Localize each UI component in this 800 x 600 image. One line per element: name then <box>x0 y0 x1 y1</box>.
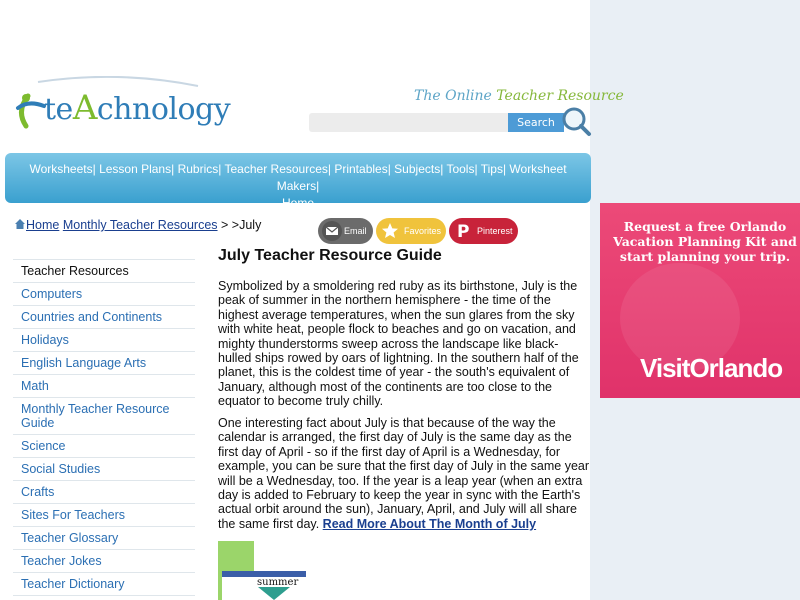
nav-lesson-plans[interactable]: Lesson Plans| <box>99 162 175 176</box>
nav-rubrics[interactable]: Rubrics| <box>177 162 222 176</box>
nav-worksheet-makers[interactable]: Worksheet Makers| <box>276 162 567 193</box>
nav-printables[interactable]: Printables| <box>334 162 391 176</box>
email-share-label: Email <box>344 226 367 236</box>
fact-paragraph <box>218 416 590 531</box>
sidebar-item-glossary[interactable]: Teacher Glossary <box>13 527 195 550</box>
pinterest-icon <box>453 221 473 241</box>
sidebar-item-english[interactable]: English Language Arts <box>13 352 195 375</box>
favorites-share-label: Favorites <box>404 226 442 236</box>
site-tagline: The Online Teacher Resource <box>414 88 624 104</box>
breadcrumb <box>14 218 261 232</box>
book-cover-detail <box>222 571 306 600</box>
star-icon <box>380 221 400 241</box>
sidebar-item-science[interactable]: Science <box>13 435 195 458</box>
sidebar-item-sites[interactable]: Sites For Teachers <box>13 504 195 527</box>
intro-paragraph: Symbolized by a smoldering red ruby as its birthstone, July is the peak of summer in the northern hemisphere - the time of the highest average temperatures, when the sun glares from the sky with white heat, people flock to beaches and go on vacation, and mighty thunderstorms sweep across the landscape like black-hulled ships rowed by oars of lightning. In the southern half of the planet, this is the coldest time of year - the south's equivalent of January, although most of the continents are too close to the equator to become truly chilly. <box>218 279 579 409</box>
book-title-word: summer <box>257 577 299 588</box>
sidebar-item-holidays[interactable]: Holidays <box>13 329 195 352</box>
sidebar-item-crafts[interactable]: Crafts <box>13 481 195 504</box>
sidebar-item-countries[interactable]: Countries and Continents <box>13 306 195 329</box>
sidebar-item-computers[interactable]: Computers <box>13 283 195 306</box>
main-navigation <box>5 153 591 210</box>
search-button[interactable]: Search <box>508 113 564 132</box>
nav-subjects[interactable]: Subjects| <box>394 162 444 176</box>
sidebar-item-social-studies[interactable]: Social Studies <box>13 458 195 481</box>
sidebar-item-jokes[interactable]: Teacher Jokes <box>13 550 195 573</box>
page-title: July Teacher Resource Guide <box>218 247 442 264</box>
advertisement-banner[interactable] <box>600 203 800 398</box>
sidebar-item-math[interactable]: Math <box>13 375 195 398</box>
breadcrumb-home-link[interactable]: Home <box>26 218 60 232</box>
email-share-button[interactable] <box>318 218 373 244</box>
envelope-icon <box>322 221 342 241</box>
nav-tools[interactable]: Tools| <box>446 162 478 176</box>
sidebar-item-dictionary[interactable]: Teacher Dictionary <box>13 573 195 596</box>
ad-brand-logo: VisitOrlando <box>640 353 783 383</box>
nav-worksheets[interactable]: Worksheets| <box>29 162 96 176</box>
magnifier-icon[interactable] <box>560 106 592 138</box>
sidebar-heading: Teacher Resources <box>13 259 195 283</box>
nav-tips[interactable]: Tips| <box>480 162 507 176</box>
svg-text:P: P <box>457 222 470 241</box>
nav-home[interactable]: Home <box>281 196 314 210</box>
fact-text: One interesting fact about July is that because of the way the calendar is arranged, the first day of July is the same day as the first day of April - so if the first day of April is a Wednesday, for example, you can be sure that the first day of July in the same year will be a Wednesday, too. If the year is a leap year (when an extra day is added to February to keep the year in sync with the Earth's actual orbit around the sun), January, April, and July will all share the same first day. <box>218 416 590 531</box>
sidebar <box>13 259 195 596</box>
home-icon <box>14 218 26 230</box>
nav-teacher-resources[interactable]: Teacher Resources| <box>224 162 331 176</box>
book-emblem <box>258 587 290 600</box>
read-more-link[interactable]: Read More About The Month of July <box>322 516 537 531</box>
pinterest-share-label: Pinterest <box>477 226 513 236</box>
breadcrumb-current: > >July <box>217 218 262 232</box>
ad-headline: Request a free Orlando Vacation Planning Kit and start planning your trip. <box>613 219 797 264</box>
pinterest-share-button[interactable] <box>449 218 518 244</box>
breadcrumb-section-link[interactable]: Monthly Teacher Resources <box>62 218 218 232</box>
favorites-share-button[interactable] <box>376 218 446 244</box>
sidebar-item-monthly-guide[interactable]: Monthly Teacher Resource Guide <box>13 398 195 435</box>
search-input[interactable] <box>309 113 508 132</box>
logo-text: teAchnology <box>44 88 231 128</box>
